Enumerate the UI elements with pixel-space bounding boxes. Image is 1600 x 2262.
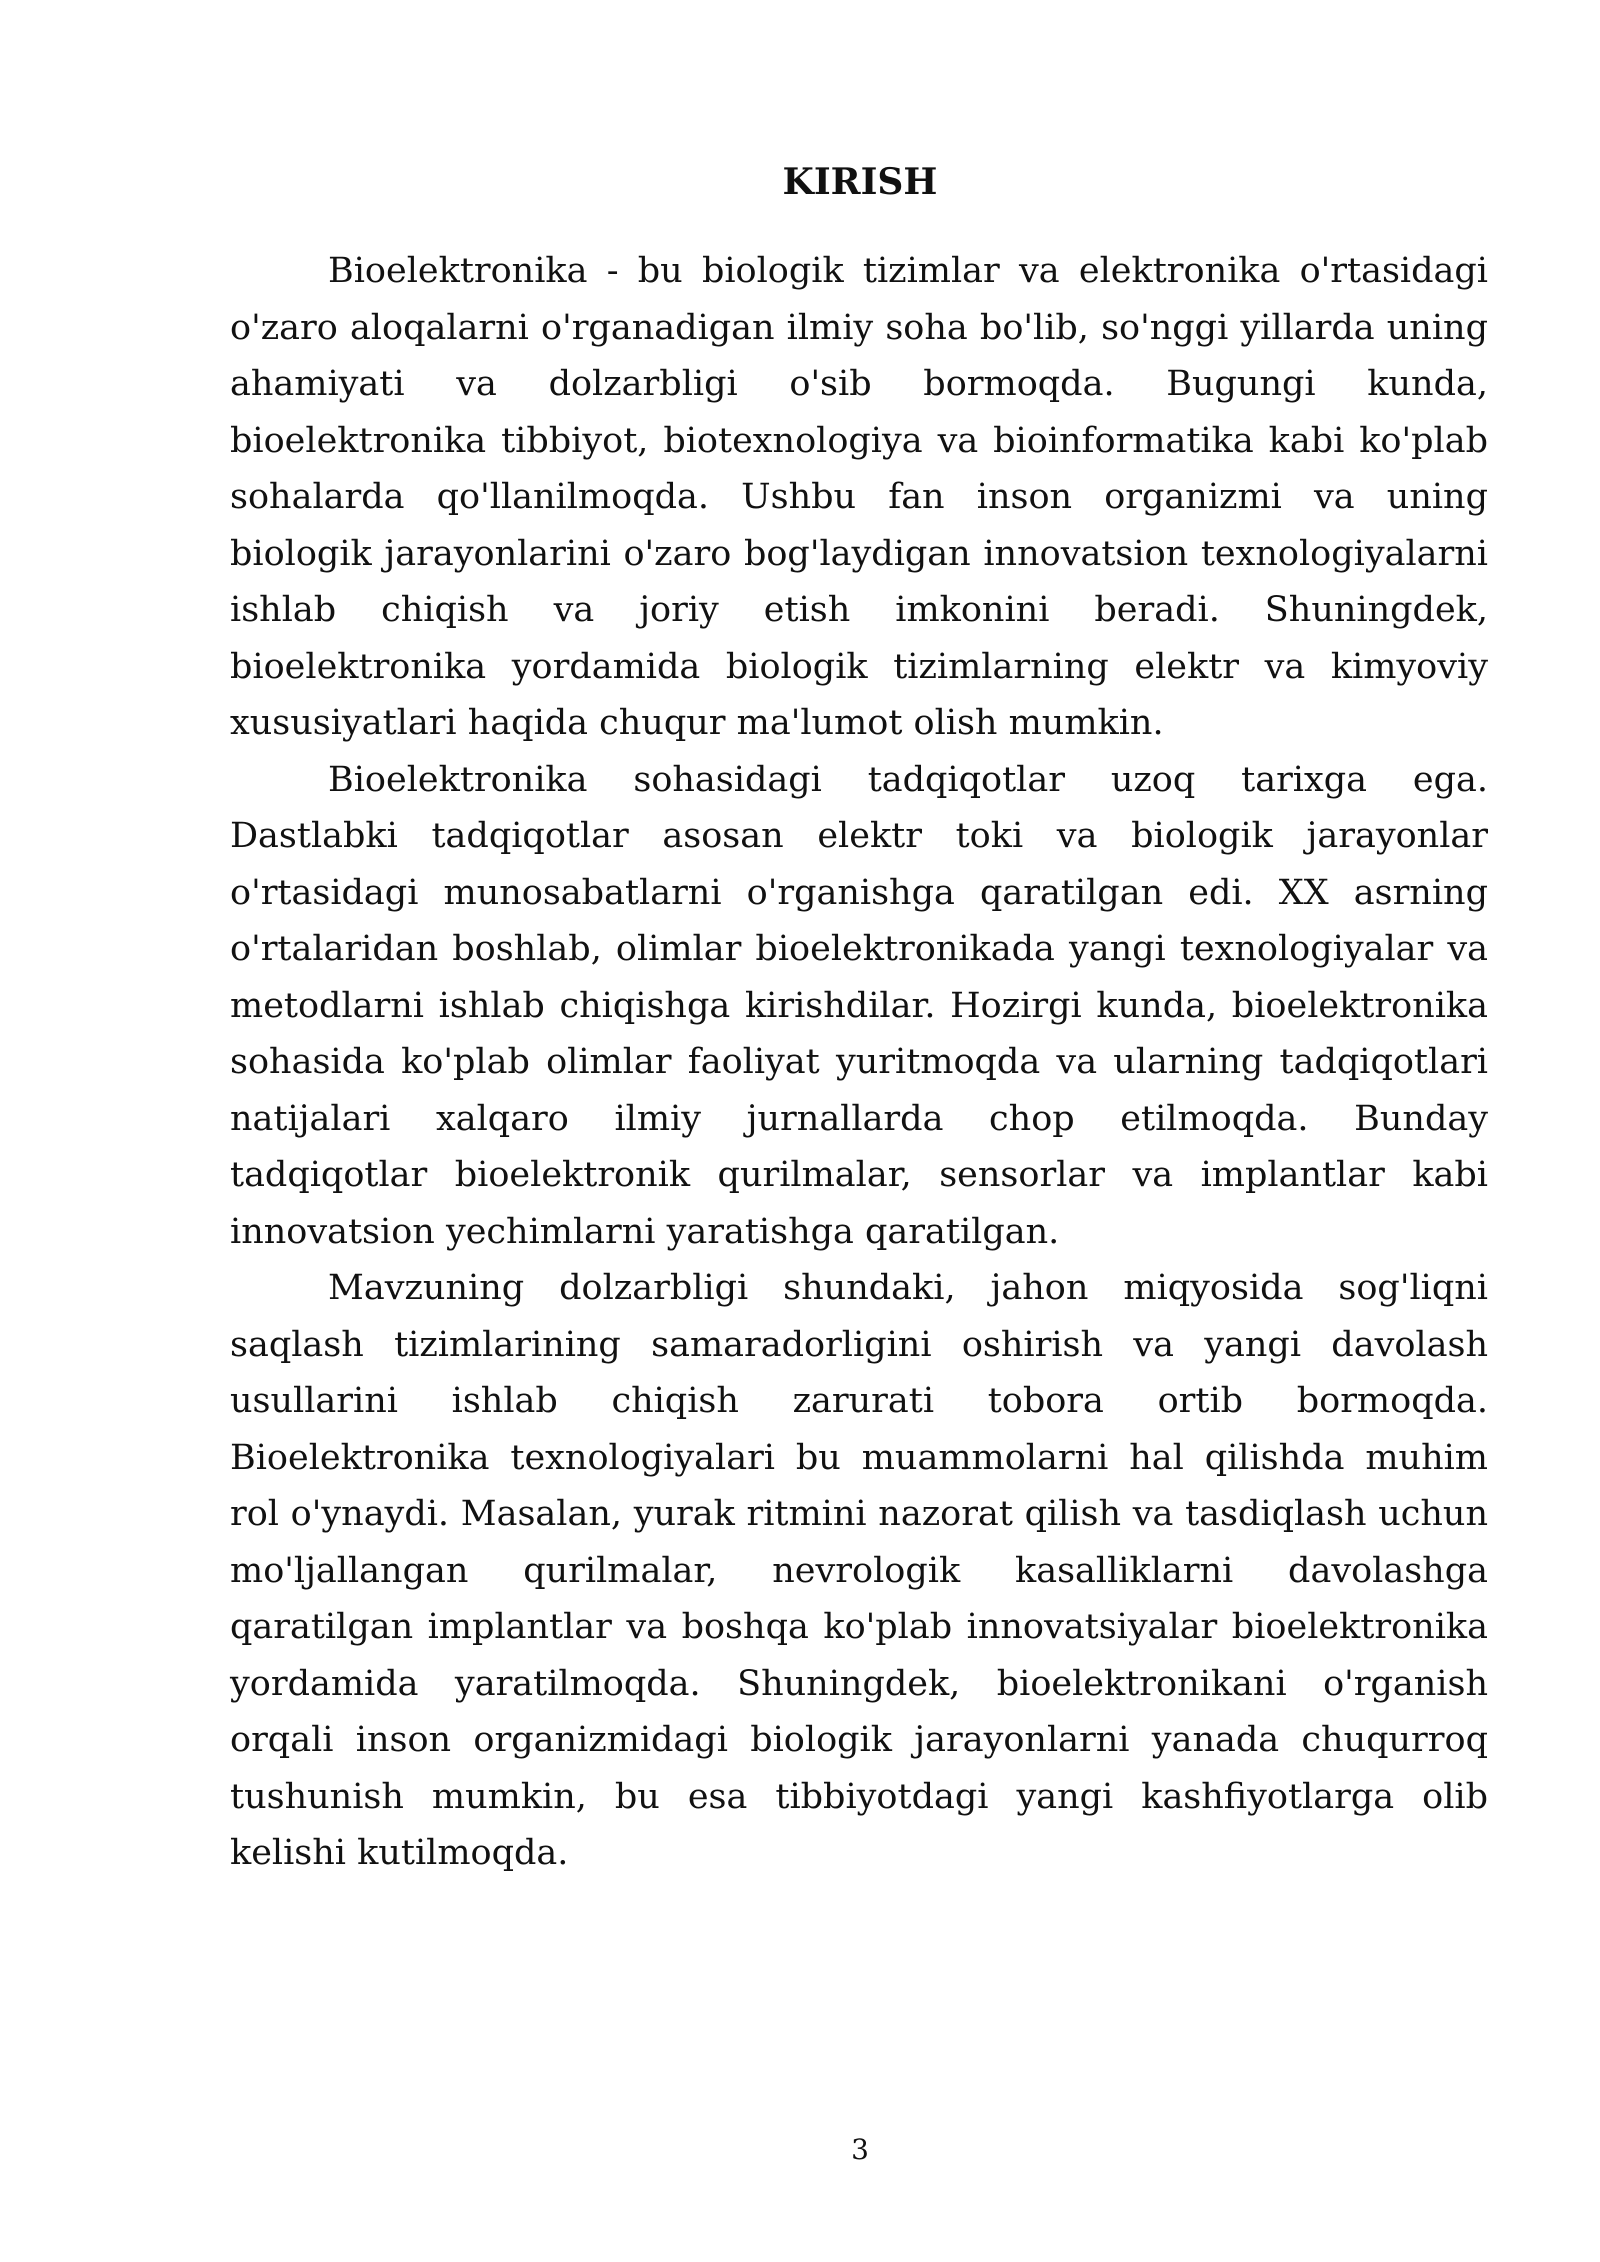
paragraph-1: Bioelektronika - bu biologik tizimlar va elektronika o'rtasidagi o'zaro aloqalarni o'rganadigan ilmiy soha bo'lib, so'nggi yillarda uning ahamiyati va dolzarbligi o'sib bormoqda. Bugungi kunda, bioelektronika tibbiyot, biotexnologiya va bioinformatika kabi ko'plab sohalarda qo'llanilmoqda. Ushbu fan inson organizmi va uning biologik jarayonlarini o'zaro bog'laydigan innovatsion texnologiyalarni ishlab chiqish va joriy etish imkonini beradi. Shuningdek, bioelektronika yordamida biologik tizimlarning elektr va kimyoviy xususiyatlari haqida chuqur ma'lumot olish mumkin. (230, 251, 1488, 743)
document-body (230, 243, 1488, 1882)
page-number: 3 (851, 2133, 869, 2166)
page-title: KIRISH (782, 161, 938, 203)
paragraph-2: Bioelektronika sohasidagi tadqiqotlar uzoq tarixga ega. Dastlabki tadqiqotlar asosan elektr toki va biologik jarayonlar o'rtasidagi munosabatlarni o'rganishga qaratilgan edi. XX asrning o'rtalaridan boshlab, olimlar bioelektronikada yangi texnologiyalar va metodlarni ishlab chiqishga kirishdilar. Hozirgi kunda, bioelektronika sohasida ko'plab olimlar faoliyat yuritmoqda va ularning tadqiqotlari natijalari xalqaro ilmiy jurnallarda chop etilmoqda. Bunday tadqiqotlar bioelektronik qurilmalar, sensorlar va implantlar kabi innovatsion yechimlarni yaratishga qaratilgan. (230, 759, 1488, 1252)
paragraph-3: Mavzuning dolzarbligi shundaki, jahon miqyosida sog'liqni saqlash tizimlarining samaradorligini oshirish va yangi davolash usullarini ishlab chiqish zarurati tobora ortib bormoqda. Bioelektronika texnologiyalari bu muammolarni hal qilishda muhim rol o'ynaydi. Masalan, yurak ritmini nazorat qilish va tasdiqlash uchun mo'ljallangan qurilmalar, nevrologik kasalliklarni davolashga qaratilgan implantlar va boshqa ko'plab innovatsiyalar bioelektronika yordamida yaratilmoqda. Shuningdek, bioelektronikani o'rganish orqali inson organizmidagi biologik jarayonlarni yanada chuqurroq tushunish mumkin, bu esa tibbiyotdagi yangi kashfiyotlarga olib kelishi kutilmoqda. (230, 1268, 1488, 1873)
